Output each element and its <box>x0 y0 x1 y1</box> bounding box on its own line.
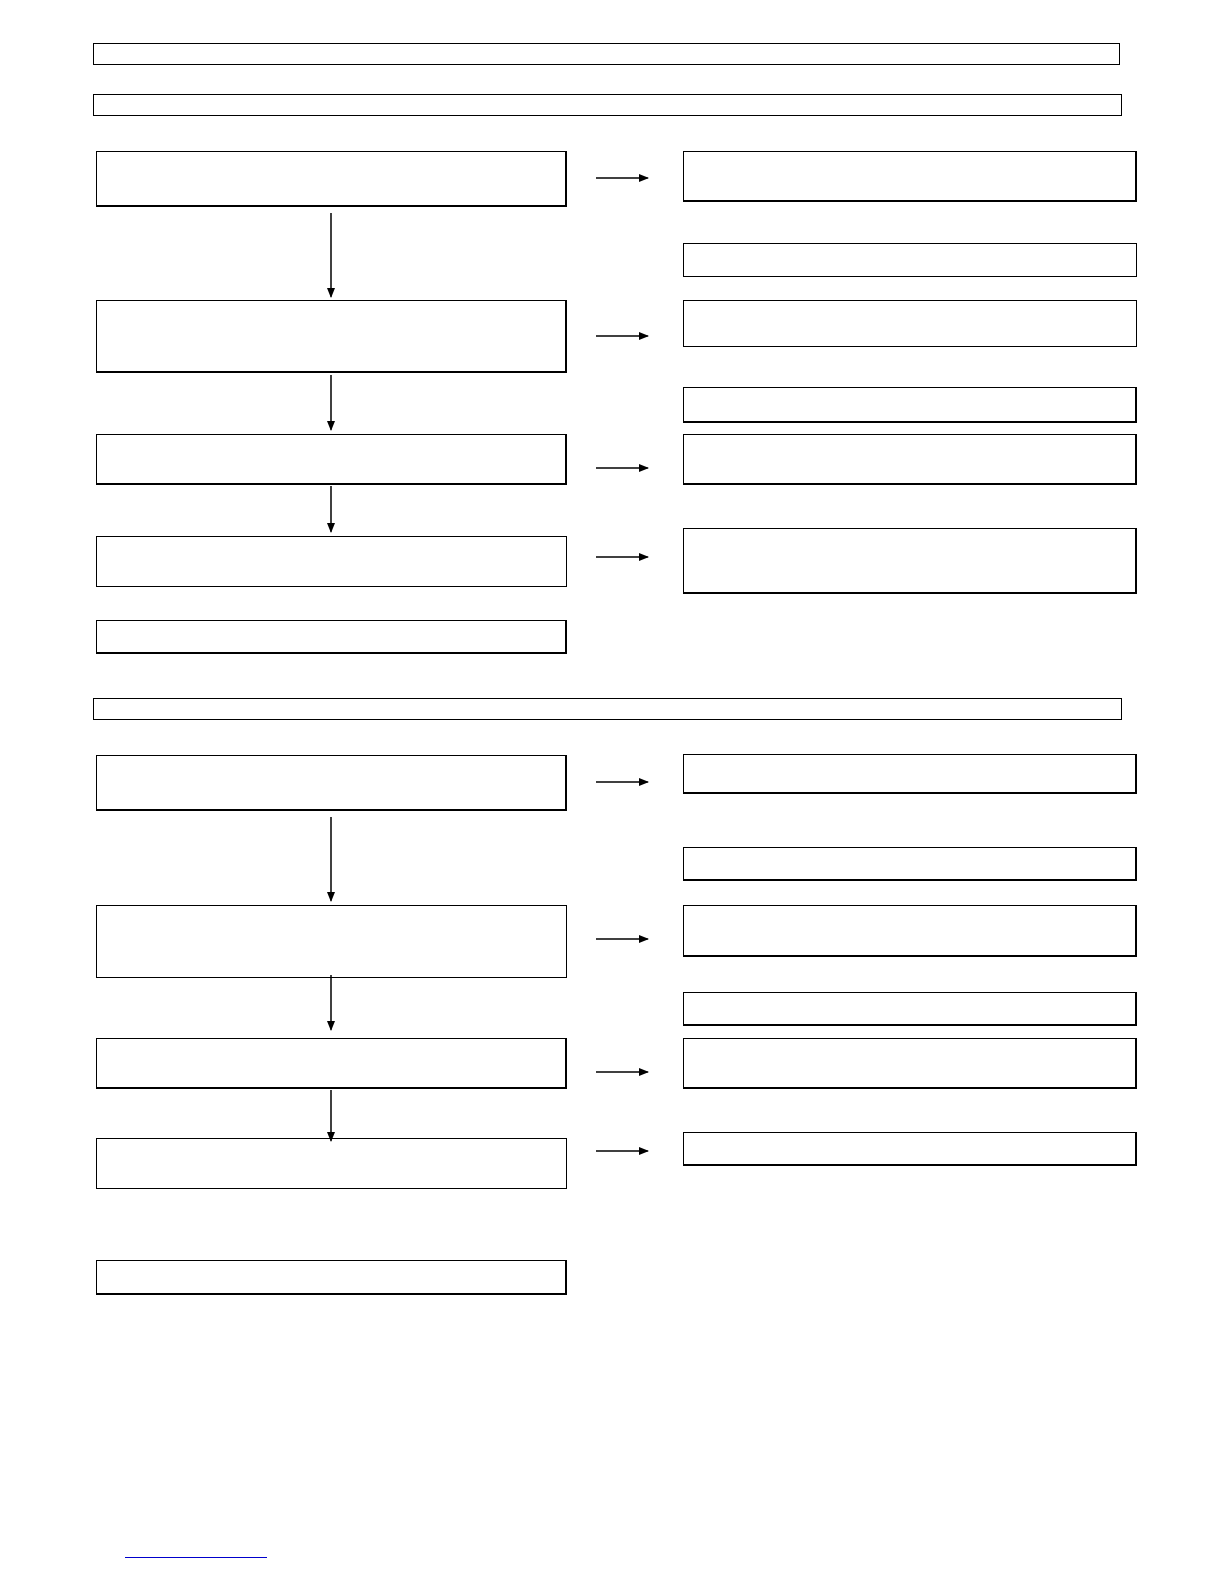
step-box <box>96 1038 567 1089</box>
note-box <box>683 992 1137 1026</box>
note-box <box>683 243 1137 277</box>
footer-link[interactable] <box>125 1557 267 1558</box>
page-subtitle-box <box>93 94 1122 116</box>
page-title-box <box>93 43 1120 65</box>
step-box <box>96 755 567 811</box>
step-box <box>96 536 567 587</box>
step-box <box>96 300 567 373</box>
note-box <box>683 387 1137 423</box>
step-box <box>96 434 567 485</box>
note-box <box>683 528 1137 594</box>
note-box <box>683 754 1137 794</box>
note-box <box>683 1132 1137 1166</box>
step-box <box>96 1138 567 1189</box>
note-box <box>683 300 1137 347</box>
result-box <box>96 1260 567 1295</box>
note-box <box>683 905 1137 957</box>
note-box <box>683 434 1137 485</box>
step-box <box>96 905 567 978</box>
note-box <box>683 151 1137 202</box>
note-box <box>683 1038 1137 1089</box>
note-box <box>683 847 1137 881</box>
section-2-heading-box <box>93 698 1122 720</box>
result-box <box>96 620 567 654</box>
step-box <box>96 151 567 207</box>
